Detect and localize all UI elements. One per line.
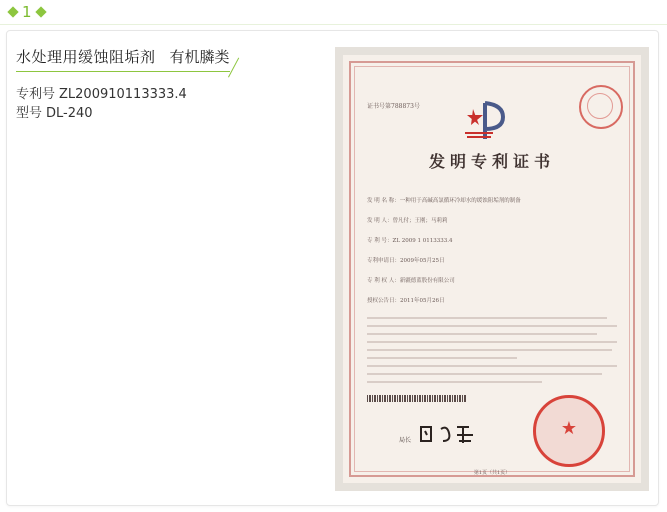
diamond-right-icon bbox=[35, 6, 46, 17]
certificate-field: 专 利 号：ZL 2009 1 0113333.4 bbox=[367, 238, 453, 244]
signature-label: 局长 bbox=[399, 437, 412, 444]
product-title: 水处理用缓蚀阻垢剂 bbox=[16, 48, 156, 66]
patent-label: 专利号 bbox=[16, 87, 56, 102]
certificate-document bbox=[343, 55, 641, 483]
certificate-fields bbox=[367, 191, 617, 311]
index-number: 1 bbox=[22, 2, 32, 21]
official-seal-icon bbox=[533, 395, 605, 467]
index-divider bbox=[0, 24, 667, 25]
certificate-field: 专利申请日：2009年05月25日 bbox=[367, 258, 445, 264]
certificate-field: 授权公告日：2011年05月26日 bbox=[367, 298, 445, 304]
product-card bbox=[6, 30, 659, 506]
certificate-field: 发 明 人：曾凡付；王刚；马莉莉 bbox=[367, 218, 448, 224]
certificate-title: 发明专利证书 bbox=[428, 152, 555, 171]
certificate-number: 证书号第788873号 bbox=[367, 103, 420, 110]
title-underline bbox=[16, 71, 230, 72]
top-seal-icon bbox=[579, 85, 623, 129]
index-marker bbox=[6, 2, 48, 22]
title-slash-decoration bbox=[228, 58, 239, 78]
certificate-field: 专 利 权 人：新疆德蓝股份有限公司 bbox=[367, 278, 455, 284]
patent-number: ZL200910113333.4 bbox=[59, 87, 187, 102]
patent-office-logo-icon bbox=[463, 99, 515, 143]
model-label: 型号 bbox=[16, 106, 43, 121]
patent-row bbox=[16, 85, 187, 104]
diamond-left-icon bbox=[7, 6, 18, 17]
model-number: DL-240 bbox=[46, 106, 93, 121]
certificate-body-text bbox=[367, 317, 617, 389]
product-category: 有机膦类 bbox=[169, 48, 230, 66]
certificate-image[interactable] bbox=[335, 47, 649, 491]
barcode-icon bbox=[367, 395, 467, 402]
product-info bbox=[16, 85, 187, 123]
certificate-field: 发 明 名 称：一种用于高碱高氯循环冷却水的缓蚀阻垢剂的制备 bbox=[367, 198, 521, 204]
product-heading bbox=[16, 45, 230, 71]
certificate-page-footer: 第1页（共1页） bbox=[473, 470, 511, 476]
model-row bbox=[16, 104, 187, 123]
signature-icon bbox=[417, 423, 479, 445]
